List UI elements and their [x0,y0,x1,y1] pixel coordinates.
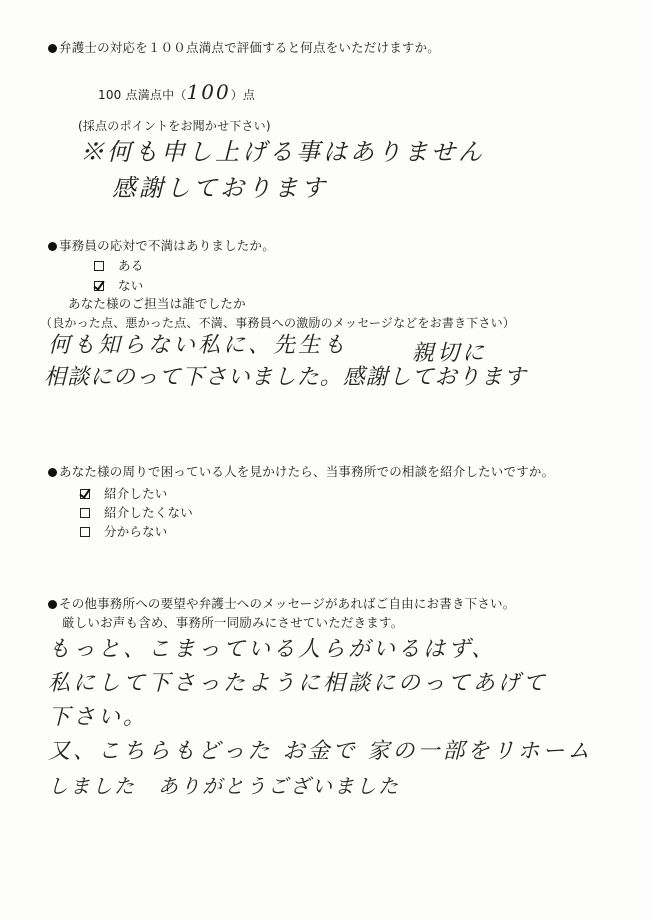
q1-handwritten-line-2: 感謝しております [112,174,328,202]
checkbox-icon [80,527,90,537]
q2-question: 事務員の応対で不満はありましたか。 [48,236,275,254]
q1-question: 弁護士の対応を１００点満点で評価すると何点をいただけますか。 [48,38,440,56]
q4-handwritten-line-4: 又、こちらもどった お金で 家の一部をリホーム [48,739,593,764]
q4-note: 厳しいお声も含め、事務所一同励みにさせていただきます。 [62,615,404,630]
q2-option-2: ない [94,276,143,294]
q2-option-1: ある [94,256,143,274]
score-prefix: 100 点満点中（ [98,88,187,102]
q4-handwritten-line-1: もっと、こまっている人らがいるはず、 [48,637,497,662]
q3-question: あなた様の周りで困っている人を見かけたら、当事務所での相談を紹介したいですか。 [48,462,554,480]
bullet-icon [48,242,57,251]
q4-handwritten-line-3: 下さい。 [48,705,149,730]
q2-handwritten-line-1: 何も知らない私に、先生も [48,333,349,358]
score-value: 100 [186,80,231,104]
q4-handwritten-line-5: しました ありがとうございました [48,774,400,798]
who-label: あなた様のご担当は誰でしたか [68,296,246,311]
points-label: (採点のポイントをお聞かせ下さい) [78,119,271,133]
bullet-icon [48,600,57,609]
q4-handwritten-line-2: 私にして下さったように相談にのってあげて [48,671,548,696]
q3-option-1: 紹介したい [80,484,168,502]
q1-handwritten-line-1: ※何も申し上げる事はありません [80,138,485,166]
bullet-icon [48,44,57,53]
checked-checkbox-icon [80,489,90,499]
q2-handwritten-line-2: 相談にのって下さいました。感謝しております [44,365,527,390]
score-suffix: ）点 [230,88,256,102]
q3-option-3: 分からない [80,522,168,540]
bullet-icon [48,468,57,477]
checkbox-icon [80,508,90,518]
checked-checkbox-icon [94,281,104,291]
comment-prompt: （良かった点、悪かった点、不満、事務員への激励のメッセージなどをお書き下さい） [40,316,516,330]
q2-handwritten-note: 親切に [412,341,488,366]
q4-question: その他事務所への要望や弁護士へのメッセージがあればご自由にお書き下さい。 [48,594,515,612]
checkbox-icon [94,261,104,271]
q1-score-row [98,80,255,104]
q3-option-2: 紹介したくない [80,503,193,521]
